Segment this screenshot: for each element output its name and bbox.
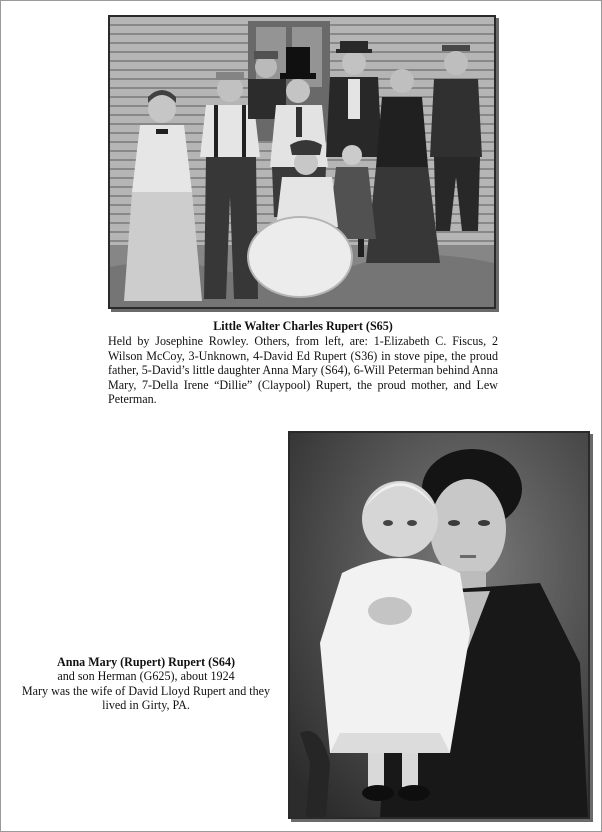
top-caption-title: Little Walter Charles Rupert (S65) — [213, 319, 393, 333]
top-caption-body: Held by Josephine Rowley. Others, from left, are: 1-Elizabeth C. Fiscus, 2 Wilson McCoy, 3-Unknown, 4-David Ed Rupert (S36) in stove pipe, the proud father, 5-David’s little daughter Anna Mary (S64), 6-Will Peterman behind Anna Mary, 7-Della Irene “Dillie” (Claypool) Rupert, the proud mother, and Lew Peterman. — [108, 334, 498, 407]
bottom-caption-line3: lived in Girty, PA. — [102, 698, 190, 713]
mother-and-child-portrait — [288, 431, 590, 819]
family-group-photo-image — [110, 17, 494, 307]
top-photo-caption — [108, 319, 498, 406]
bottom-caption-title: Anna Mary (Rupert) Rupert (S64) — [56, 655, 236, 669]
family-group-photo — [108, 15, 496, 309]
bottom-caption-line2: Mary was the wife of David Lloyd Rupert and they — [21, 683, 271, 698]
mother-and-child-portrait-image — [290, 433, 588, 817]
bottom-photo-caption — [11, 655, 281, 713]
bottom-caption-line1: and son Herman (G625), about 1924 — [57, 669, 235, 684]
